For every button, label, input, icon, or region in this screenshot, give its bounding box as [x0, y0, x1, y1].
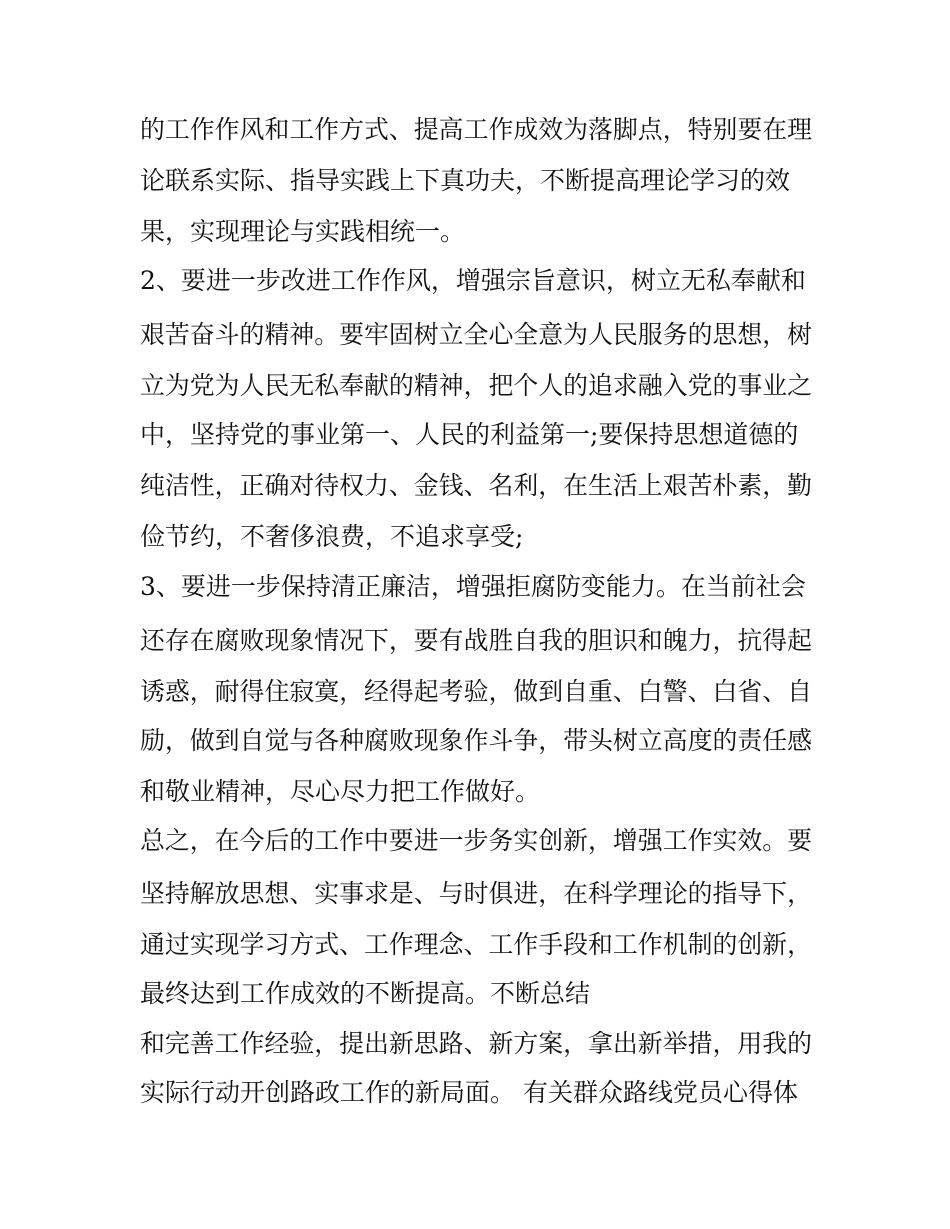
text-line: 诱惑，耐得住寂寞，经得起考验，做到自重、白警、白省、自	[140, 677, 813, 706]
text-line: 最终达到工作成效的不断提高。不断总结	[140, 979, 591, 1008]
text-line: 励，做到自觉与各种腐败现象作斗争，带头树立高度的责任感	[140, 726, 813, 755]
text-line: 中，坚持党的事业第一、人民的利益第一;要保持思想道德的	[140, 420, 799, 449]
text-line: 纯洁性，正确对待权力、金钱、名利，在生活上艰苦朴素，勤	[140, 471, 813, 500]
text-line: 总之，在今后的工作中要进一步务实创新，增强工作实效。要	[140, 826, 813, 855]
text-line: 的工作作风和工作方式、提高工作成效为落脚点，特别要在理	[140, 115, 813, 144]
text-line: 和敬业精神，尽心尽力把工作做好。	[140, 777, 541, 806]
text-line: 艰苦奋斗的精神。要牢固树立全心全意为人民服务的思想，树	[140, 320, 813, 349]
text-line: 实际行动开创路政工作的新局面。 有关群众路线党员心得体	[140, 1078, 798, 1107]
text-line: 俭节约，不奢侈浪费，不追求享受;	[140, 522, 524, 551]
text-line: 3、要进一步保持清正廉洁，增强拒腐防变能力。在当前社会	[140, 572, 806, 601]
text-line: 立为党为人民无私奉献的精神，把个人的追求融入党的事业之	[140, 371, 813, 400]
text-line: 坚持解放思想、实事求是、与时俱进，在科学理论的指导下，	[140, 879, 813, 908]
text-line: 还存在腐败现象情况下，要有战胜自我的胆识和魄力，抗得起	[140, 626, 813, 655]
text-line: 和完善工作经验，提出新思路、新方案，拿出新举措，用我的	[140, 1029, 813, 1058]
text-line: 果，实现理论与实践相统一。	[140, 217, 466, 246]
text-line: 2、要进一步改进工作作风，增强宗旨意识，树立无私奉献和	[140, 266, 806, 295]
text-line: 论联系实际、指导实践上下真功夫，不断提高理论学习的效	[140, 166, 791, 195]
text-line: 通过实现学习方式、工作理念、工作手段和工作机制的创新，	[140, 930, 813, 959]
